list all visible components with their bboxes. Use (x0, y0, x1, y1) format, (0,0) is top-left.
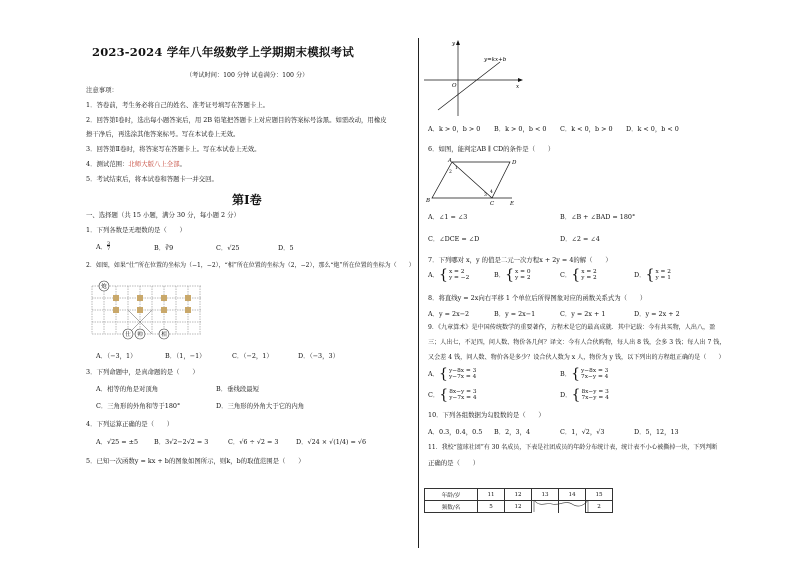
q1-option-d: D．5 (278, 244, 294, 252)
q4-stem: 4．下列运算正确的是（ ） (86, 420, 174, 428)
svg-text:相: 相 (161, 332, 167, 339)
linear-function-graph (424, 38, 524, 118)
piece-shuai (135, 329, 145, 339)
q6-option-b: B．∠B + ∠BAD = 180° (560, 213, 636, 221)
piece-xiang (159, 329, 169, 339)
q2-option-b: B．（1，−1） (165, 352, 206, 360)
svg-text:O: O (452, 83, 457, 89)
parallelogram-figure (424, 156, 524, 206)
q1-stem: 1．下列各数是无理数的是（ ） (86, 226, 186, 234)
q6-option-d: D．∠2 = ∠4 (560, 235, 600, 243)
q2-option-d: D．（−3，3） (298, 352, 339, 360)
q11-line-2: 正确的是（ ） (428, 459, 480, 467)
q3-stem: 3．下列命题中，是真命题的是（ ） (86, 368, 199, 376)
chess-board-figure (90, 280, 204, 342)
svg-text:2: 2 (449, 170, 452, 175)
table-row: 频数/名 5 12 2 (425, 501, 613, 513)
q10-stem: 10．下列各组数据为勾股数的是（ ） (428, 411, 545, 419)
test-range: 北师大版八上全部 (128, 160, 180, 168)
q7-option-c: C．{x = 2 y = 2 (560, 267, 597, 283)
svg-text:3: 3 (484, 193, 487, 198)
exam-subtitle: （考试时间：100 分钟 试卷满分：100 分） (186, 72, 309, 79)
q5-option-a: A．k > 0，b > 0 (428, 125, 481, 133)
q2-stem: 2．如图，如果“仕”所在位置的坐标为（−1，−2），“相”所在位置的坐标为（2，−2），那么“炮”所在位置的坐标为（ ） (86, 262, 415, 269)
q5-option-c: C．k < 0，b > 0 (560, 125, 613, 133)
note-2b: 擦干净后，再选涂其他答案标号。写在本试卷上无效。 (86, 130, 240, 138)
q7-option-b: B．{x = 0 y = 2 (494, 267, 531, 283)
svg-text:E: E (510, 201, 515, 206)
note-1: 1．答卷前，考生务必将自己的姓名、准考证号填写在答题卡上。 (86, 101, 270, 109)
q4-option-d: D．√24 × √(1/4) = √6 (296, 438, 367, 446)
svg-text:1: 1 (455, 166, 458, 171)
q9-option-b: B．{y−8x = 3 7x−y = 4 (560, 366, 609, 382)
part-1-heading: 一、选择题（共 15 小题，满分 30 分，每小题 2 分） (86, 211, 240, 219)
table-row: 年龄/岁 11 12 13 14 15 (425, 489, 613, 501)
q1-option-c: C．√25 (216, 244, 240, 252)
svg-text:y: y (452, 41, 456, 47)
q6-option-a: A．∠1 = ∠3 (428, 213, 468, 221)
q5-option-b: B．k > 0，b < 0 (494, 125, 547, 133)
q8-option-d: D．y = 2x + 2 (634, 310, 680, 318)
q9-option-a: A．{y−8x = 3 y−7x = 4 (428, 366, 477, 382)
q8-option-c: C．y = 2x + 1 (560, 310, 606, 318)
q8-option-b: B．y = 2x−1 (494, 310, 536, 318)
q11-line-1: 11．我校“篮球社团”有 30 名成员，下表是社团成员的年龄分布统计表，统计表不小心被撕掉一块，下列判断 (428, 444, 718, 451)
q3-option-a: A．相等的角是对顶角 (96, 385, 159, 393)
note-5: 5．考试结束后，将本试卷和答题卡一并交回。 (86, 175, 218, 183)
q6-stem: 6．如图，能判定AB ∥ CD的条件是（ ） (428, 145, 555, 153)
exam-title: 2023-2024 学年八年级数学上学期期末模拟考试 (92, 45, 354, 59)
section-title: 第Ⅰ卷 (232, 193, 262, 207)
svg-text:炮: 炮 (101, 284, 107, 291)
note-4: 4．测试范围：北师大版八上全部。 (86, 160, 186, 168)
svg-text:帅: 帅 (137, 332, 143, 339)
svg-text:仕: 仕 (125, 332, 131, 339)
piece-pao (99, 281, 109, 291)
q2-option-a: A．（−3，1） (96, 352, 137, 360)
svg-text:B: B (426, 198, 431, 204)
svg-text:4: 4 (490, 190, 493, 195)
q9-line-3: 又会差 4 钱，问人数、物价各是多少？设合伙人数为 x 人，物价为 y 钱，以下列出的方程组正确的是（ ） (428, 354, 725, 361)
svg-text:C: C (490, 201, 495, 206)
piece-shi (123, 329, 133, 339)
q10-option-d: D．5，12，13 (634, 428, 679, 436)
q1-option-b: B．∛9 (154, 244, 174, 252)
notes-heading: 注意事项： (86, 86, 118, 94)
q10-option-a: A．0.3，0.4，0.5 (428, 428, 483, 436)
q5-option-d: D．k < 0，b < 0 (626, 125, 679, 133)
note-2a: 2．回答第Ⅰ卷时，选出每小题答案后，用 2B 铅笔把答题卡上对应题目的答案标号涂黑。如需改动，用橡皮 (86, 116, 387, 124)
q5-stem: 5．已知一次函数y = kx + b的图象如图所示，则k，b的取值范围是（ ） (86, 457, 305, 465)
note-3: 3．回答第Ⅱ卷时，将答案写在答题卡上。写在本试卷上无效。 (86, 145, 261, 153)
q4-option-a: A．√25 = ±5 (96, 438, 139, 446)
q9-line-2: 三；人出七，不足四，问人数、物价各几何？译文：今有人合伙购物，每人出 8 钱，会多 3 钱；每人出 7 钱， (428, 339, 726, 346)
svg-text:A: A (448, 158, 452, 164)
q2-option-c: C．（−2，1） (232, 352, 273, 360)
q3-option-c: C．三角形的外角和等于180° (96, 402, 181, 410)
q7-option-a: A．{x = 2 y = −2 (428, 267, 470, 283)
q7-option-d: D．{x = 2 y = 1 (634, 267, 671, 283)
q1-option-a: A．3 7 (96, 241, 111, 252)
q10-option-c: C．1，√2，√3 (560, 428, 605, 436)
q7-stem: 7．下列哪对 x，y 的值是二元一次方程x + 2y = 4的解（ ） (428, 256, 612, 264)
q9-option-c: C．{8x−y = 3 y−7x = 4 (428, 387, 477, 403)
q4-option-b: B．3√2−2√2 = 3 (154, 438, 209, 446)
svg-text:D: D (512, 160, 517, 166)
q8-option-a: A．y = 2x−2 (428, 310, 470, 318)
q9-option-d: D．{8x−y = 3 7x−y = 4 (560, 387, 609, 403)
q8-stem: 8．将直线y = 2x向右平移 1 个单位后所得图象对应的函数关系式为（ ） (428, 294, 647, 302)
q6-option-c: C．∠DCE = ∠D (428, 235, 480, 243)
q9-line-1: 9．《九章算术》是中国传统数学的重要著作，方程术是它的最高成就．其中记载：今有共买物，人出八，盈 (428, 324, 716, 331)
q3-option-b: B．垂线段最短 (216, 385, 260, 393)
q3-option-d: D．三角形的外角大于它的内角 (216, 402, 305, 410)
torn-edge-figure (532, 498, 590, 514)
q4-option-c: C．√6 ÷ √2 = 3 (228, 438, 279, 446)
column-divider (418, 38, 419, 548)
q10-option-b: B．2，3，4 (494, 428, 531, 436)
svg-text:y=kx+b: y=kx+b (484, 57, 507, 63)
svg-text:x: x (516, 84, 520, 90)
